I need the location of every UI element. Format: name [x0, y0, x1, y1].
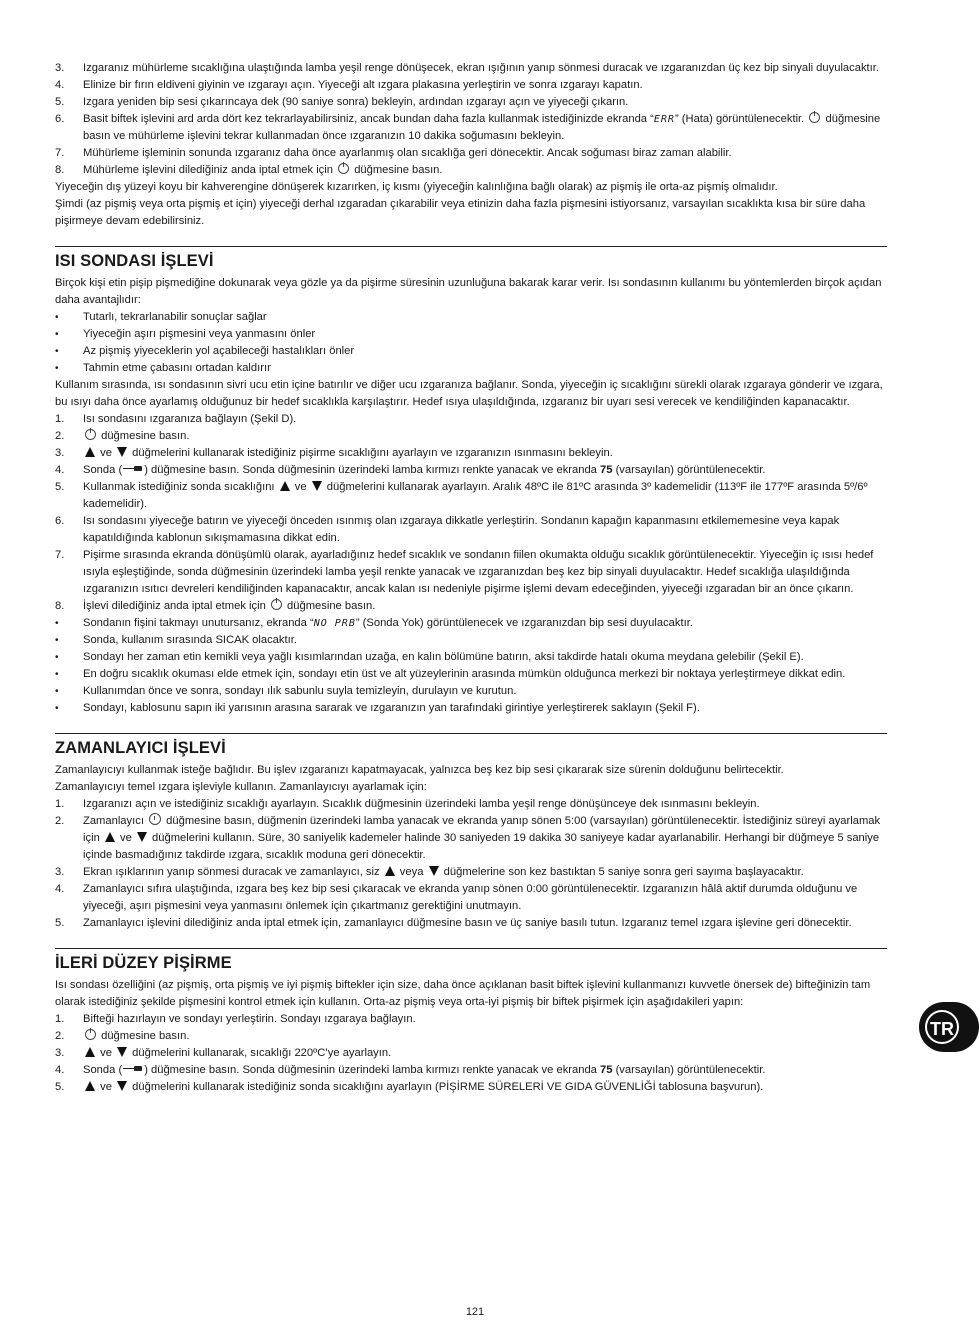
item-number: 5.	[55, 917, 65, 929]
text-run: Kullanmak istediğiniz sonda sıcaklığını	[83, 481, 278, 493]
text-run: (varsayılan) görüntülenecektir.	[612, 1064, 766, 1076]
up-arrow-icon	[85, 1047, 95, 1057]
item-text	[83, 1062, 887, 1079]
bullet-text: Yiyeceğin aşırı pişmesini veya yanmasını önler	[83, 328, 316, 340]
power-icon	[271, 599, 282, 610]
item-number: 6.	[55, 515, 65, 527]
text-run: düğmelerini kullanarak istediğiniz pişirme sıcaklığını ayarlayın ve ızgaranızın ısınmasını bekleyin.	[129, 447, 613, 459]
bullet-icon: •	[55, 669, 59, 680]
item-number: 1.	[55, 1013, 65, 1025]
bullet-item	[55, 700, 887, 717]
item-number: 3.	[55, 62, 65, 74]
bullet-item	[55, 683, 887, 700]
item-text	[83, 411, 887, 428]
text-run: düğmesine basın.	[283, 600, 376, 612]
list-item	[55, 881, 887, 915]
text-run: düğmelerini kullanarak istediğiniz sonda sıcaklığını ayarlayın (PİŞİRME SÜRELERİ VE GIDA GÜVENLİĞİ tablosuna başvurun).	[129, 1081, 764, 1093]
list-item	[55, 547, 887, 598]
bullet-item	[55, 360, 887, 377]
down-arrow-icon	[117, 447, 127, 457]
probe-intro-paragraph: Birçok kişi etin pişip pişmediğine dokunarak veya gözle ya da pişirme süresinin uzunluğuna bakarak karar verir. Isı sondasının kullanımı bu yöntemlerden birçok açıdan daha avantajlıdır:	[55, 277, 882, 306]
text-run: ve	[97, 1081, 116, 1093]
down-arrow-icon	[429, 866, 439, 876]
text-run: ) düğmesine basın. Sonda düğmesinin üzerindeki lamba kırmızı renkte yanacak ve ekranda	[144, 464, 601, 476]
timer-section	[55, 733, 887, 932]
text-run: Ekran ışıklarının yanıp sönmesi duracak ve zamanlayıcı, siz	[83, 866, 383, 878]
item-number: 3.	[55, 447, 65, 459]
item-text	[83, 60, 887, 77]
item-number: 2.	[55, 815, 65, 827]
down-arrow-icon	[117, 1081, 127, 1091]
advanced-section	[55, 948, 887, 1096]
text-run: En doğru sıcaklık okuması elde etmek için, sondayı etin üst ve alt yüzeylerinin arasında mümkün olduğunca merkezi bir noktaya yerleştirmeye dikkat edin.	[83, 668, 846, 680]
item-number: 1.	[55, 798, 65, 810]
text-run: Basit biftek işlevini ard arda dört kez tekrarlayabilirsiniz, ancak bundan daha fazla kullanmak istediğinizde ekranda “	[83, 113, 654, 125]
text-run: düğmesine basın, düğmenin üzerindeki lamba yanacak ve ekranda yanıp sönen 5:00 (varsayılan) görüntülenecektir. İstediğiniz süreyi ayarlamak için	[83, 815, 881, 844]
list-item	[55, 111, 887, 145]
item-text	[83, 915, 887, 932]
timer-steps-list	[55, 796, 887, 932]
intro-steps-list	[55, 60, 887, 179]
list-item	[55, 598, 887, 615]
text-run: Izgara yeniden bip sesi çıkarıncaya dek (90 saniye sonra) bekleyin, ardından ızgarayı açın ve yiyeceği çıkarın.	[83, 96, 629, 108]
text-run: ve	[291, 481, 310, 493]
item-number: 4.	[55, 883, 65, 895]
language-badge-label: TR	[925, 1010, 959, 1044]
bullet-icon: •	[55, 635, 59, 646]
item-text	[83, 145, 887, 162]
list-item	[55, 60, 887, 77]
bullet-text	[83, 683, 887, 700]
paragraph: Şimdi (az pişmiş veya orta pişmiş et için) yiyeceği derhal ızgaradan çıkarabilir veya etinizin daha fazla pişmesini istiyorsanız, varsayılan sıcaklıkta kısa bir süre daha pişirmeye devam edebilirsiniz.	[55, 198, 866, 227]
bullet-item	[55, 343, 887, 360]
bullet-text: Tahmin etme çabasını ortadan kaldırır	[83, 362, 271, 374]
item-number: 8.	[55, 164, 65, 176]
text-run: Zamanlayıcı	[83, 815, 148, 827]
up-arrow-icon	[385, 866, 395, 876]
up-arrow-icon	[85, 447, 95, 457]
list-item	[55, 94, 887, 111]
text-run: Izgaranızı açın ve istediğiniz sıcaklığı ayarlayın. Sıcaklık düğmesinin üzerindeki lamba yeşil renge dönüşünceye dek ısınmasını bekleyin.	[83, 798, 760, 810]
text-run: Mühürleme işlevini dilediğiniz anda iptal etmek için	[83, 164, 337, 176]
probe-usage-paragraph: Kullanım sırasında, ısı sondasının sivri ucu etin içine batırılır ve diğer ucu ızgaranıza bağlanır. Sonda, yiyeceğin iç sıcaklığını sürekli olarak ızgaraya gönderir ve ızgara, bu ısıyı daha önce ayarlamış olduğunuz bir hedef sıcaklıkla karşılaştırır. Hedef ısıya ulaşıldığında, ızgaranız bir uyarı sesi verecek ve kendiliğinden kapanacaktır.	[55, 379, 883, 408]
power-icon	[338, 163, 349, 174]
list-item	[55, 428, 887, 445]
list-item	[55, 864, 887, 881]
bullet-icon: •	[55, 312, 59, 323]
text-run: düğmesine basın.	[98, 430, 190, 442]
paragraph: Zamanlayıcıyı temel ızgara işleviyle kullanın. Zamanlayıcıyı ayarlamak için:	[55, 781, 427, 793]
display-readout: NO PRB	[313, 618, 356, 629]
text-run: Elinize bir fırın eldiveni giyinin ve ızgarayı açın. Yiyeceği alt ızgara plakasına yerleştirin ve sonra ızgarayı kapatın.	[83, 79, 643, 91]
text-run: İşlevi dilediğiniz anda iptal etmek için	[83, 600, 269, 612]
text-run: Isı sondasını yiyeceğe batırın ve yiyeceği önceden ısınmış olan ızgaraya dikkatle yerleştirin. Sondanın kapağın kapanmasını etkilememesine veya kapak kapatıldığında kablonun sıkışmamasına dikkat edin.	[83, 515, 840, 544]
text-run: Sonda, kullanım sırasında SICAK olacaktır.	[83, 634, 297, 646]
list-item	[55, 445, 887, 462]
timer-paragraphs	[55, 762, 887, 796]
bullet-text: Tutarlı, tekrarlanabilir sonuçlar sağlar	[83, 311, 267, 323]
item-text	[83, 111, 887, 145]
bullet-text: Az pişmiş yiyeceklerin yol açabileceği hastalıkları önler	[83, 345, 355, 357]
bullet-icon: •	[55, 652, 59, 663]
item-text	[83, 513, 887, 547]
item-number: 2.	[55, 430, 65, 442]
text-run: Pişirme sırasında ekranda dönüşümlü olarak, ayarladığınız hedef sıcaklık ve sondanın fiilen okumakta olduğu sıcaklık görüntülenecektir. Yiyeceğin iç ısısı hedef ısıyla eşleştiğinde, sonda düğmesinin üzerindeki lamba yeşil renkte yanacak ve ızgaranızdan beş kez bip sinyali duyulacaktır. Hedef sıcaklığa ulaşıldığında ızgaranızın ısıtıcı devreleri kendiliğinden kapanacaktır, ancak kalan ısı nedeniyle pişirme işlemi devam edeceğinden, yiyeceği ızgaradan bir an önce çıkarın.	[83, 549, 874, 595]
bullet-icon: •	[55, 686, 59, 697]
down-arrow-icon	[137, 832, 147, 842]
bullet-icon: •	[55, 618, 59, 629]
paragraph: Zamanlayıcıyı kullanmak isteğe bağlıdır. Bu işlev ızgaranızı kapatmayacak, yalnızca beş kez bip sesi çıkararak size sürenin dolduğunu belirtecektir.	[55, 764, 784, 776]
list-item	[55, 145, 887, 162]
text-run: düğmelerini kullanarak ayarlayın. Aralık 48ºC ile 81ºC arasında 3º kademelidir (113ºF ile 177ºF arasında 5º/6º kademelidir).	[83, 481, 868, 510]
down-arrow-icon	[312, 481, 322, 491]
text-run: (varsayılan) görüntülenecektir.	[612, 464, 766, 476]
item-number: 3.	[55, 1047, 65, 1059]
item-text	[83, 881, 887, 915]
item-text	[83, 813, 887, 864]
bullet-item	[55, 649, 887, 666]
list-item	[55, 813, 887, 864]
item-number: 4.	[55, 79, 65, 91]
text-run: Sondayı, kablosunu sapın iki yarısının arasına sararak ve ızgaranızın yan tarafındaki girintiye yerleştirerek saklayın (Şekil F).	[83, 702, 700, 714]
text-run: düğmelerini kullanarak, sıcaklığı 220ºC’ye ayarlayın.	[129, 1047, 392, 1059]
text-run: düğmelerine son kez bastıktan 5 saniye sonra geri sayıma başlayacaktır.	[440, 866, 804, 878]
item-number: 2.	[55, 1030, 65, 1042]
item-text	[83, 77, 887, 94]
list-item	[55, 796, 887, 813]
text-run: Zamanlayıcı işlevini dilediğiniz anda iptal etmek için, zamanlayıcı düğmesine basın ve üç saniye basılı tutun. Izgaranız temel ızgara işlevine geri dönecektir.	[83, 917, 852, 929]
timer-section-title: ZAMANLAYICI İŞLEVİ	[55, 739, 226, 757]
bullet-item	[55, 326, 887, 343]
bullet-icon: •	[55, 363, 59, 374]
probe-icon	[123, 1067, 143, 1071]
item-text	[83, 547, 887, 598]
text-run: Sonda (	[83, 1064, 123, 1076]
probe-benefits-list	[55, 309, 887, 377]
text-run: Bifteği hazırlayın ve sondayı yerleştirin. Sondayı ızgaraya bağlayın.	[83, 1013, 416, 1025]
item-text	[83, 462, 887, 479]
probe-notes-list	[55, 615, 887, 717]
list-item	[55, 1045, 887, 1062]
text-run: Isı sondasını ızgaranıza bağlayın (Şekil D).	[83, 413, 297, 425]
item-text	[83, 1011, 887, 1028]
text-run: düğmelerini kullanın. Süre, 30 saniyelik kademeler halinde 30 saniyeden 19 dakika 30 saniyeye kadar ayarlanabilir. Herhangi bir düğmeye 5 saniye içinde basmadığınız takdirde ızgara, sıcaklık moduna geri dönecektir.	[83, 832, 880, 861]
up-arrow-icon	[280, 481, 290, 491]
down-arrow-icon	[117, 1047, 127, 1057]
bold-value: 75	[600, 1064, 613, 1076]
bullet-icon: •	[55, 703, 59, 714]
probe-icon	[123, 467, 143, 471]
up-arrow-icon	[85, 1081, 95, 1091]
bold-value: 75	[600, 464, 613, 476]
text-run: ve	[97, 1047, 116, 1059]
item-number: 5.	[55, 1081, 65, 1093]
intro-paragraphs	[55, 179, 887, 230]
text-run: Izgaranız mühürleme sıcaklığına ulaştığında lamba yeşil renge dönüşecek, ekran ışığının yanıp sönmesi duracak ve ızgaranızdan üç kez bip sinyali duyulacaktır.	[83, 62, 879, 74]
item-text	[83, 598, 887, 615]
list-item	[55, 411, 887, 428]
item-text	[83, 864, 887, 881]
bullet-text	[83, 700, 887, 717]
bullet-item	[55, 666, 887, 683]
power-icon	[85, 429, 96, 440]
text-run: veya	[396, 866, 427, 878]
bullet-item	[55, 632, 887, 649]
paragraph: Yiyeceğin dış yüzeyi koyu bir kahverengine dönüşerek kızarırken, iç kısmı (yiyeceğin kalınlığına bağlı olarak) az pişmiş ile orta-az pişmiş olmalıdır.	[55, 181, 778, 193]
list-item	[55, 1079, 887, 1096]
timer-icon	[149, 813, 161, 825]
item-text	[83, 796, 887, 813]
text-run: ” (Hata) görüntülenecektir.	[674, 113, 808, 125]
bullet-item	[55, 615, 887, 632]
text-run: Kullanımdan önce ve sonra, sondayı ılık sabunlu suyla temizleyin, durulayın ve kurutun.	[83, 685, 517, 697]
up-arrow-icon	[105, 832, 115, 842]
text-run: ) düğmesine basın. Sonda düğmesinin üzerindeki lamba kırmızı renkte yanacak ve ekranda	[144, 1064, 601, 1076]
item-number: 5.	[55, 96, 65, 108]
advanced-section-title: İLERİ DÜZEY PİŞİRME	[55, 954, 232, 972]
item-number: 5.	[55, 481, 65, 493]
bullet-icon: •	[55, 346, 59, 357]
text-run: Sonda (	[83, 464, 123, 476]
bullet-item	[55, 309, 887, 326]
text-run: düğmesine basın.	[351, 164, 443, 176]
item-text	[83, 479, 887, 513]
item-text	[83, 445, 887, 462]
display-readout: ERR	[653, 114, 675, 125]
item-number: 8.	[55, 600, 65, 612]
item-number: 3.	[55, 866, 65, 878]
item-text	[83, 428, 887, 445]
text-run: düğmesine basın.	[98, 1030, 190, 1042]
text-run: ve	[97, 447, 116, 459]
item-number: 1.	[55, 413, 65, 425]
item-text	[83, 94, 887, 111]
bullet-text	[83, 649, 887, 666]
bullet-text	[83, 632, 887, 649]
list-item	[55, 513, 887, 547]
text-run: düğmesine basın ve mühürleme işlevini tekrar kullanmadan önce ızgaranızın 10 dakika soğumasını bekleyin.	[83, 113, 881, 142]
item-number: 7.	[55, 549, 65, 561]
bullet-text	[83, 666, 887, 683]
list-item	[55, 1062, 887, 1079]
item-text	[83, 1045, 887, 1062]
list-item	[55, 479, 887, 513]
text-run: Mühürleme işleminin sonunda ızgaranız daha önce ayarlanmış olan sıcaklığa geri dönecektir. Ancak soğuması biraz zaman alabilir.	[83, 147, 732, 159]
item-number: 6.	[55, 113, 65, 125]
list-item	[55, 462, 887, 479]
probe-steps-list	[55, 411, 887, 615]
item-number: 4.	[55, 1064, 65, 1076]
text-run: ” (Sonda Yok) görüntülenecek ve ızgaranızdan bip sesi duyulacaktır.	[355, 617, 693, 629]
list-item	[55, 77, 887, 94]
list-item	[55, 1011, 887, 1028]
item-text	[83, 1079, 887, 1096]
text-run: ve	[116, 832, 135, 844]
text-run: Sondayı her zaman etin kemikli veya yağlı kısımlarından uzağa, en kalın bölümüne batırın, aksi takdirde hatalı okuma meydana gelebilir (Şekil E).	[83, 651, 804, 663]
advanced-steps-list	[55, 1011, 887, 1096]
document-page	[55, 60, 887, 1096]
text-run: Zamanlayıcı sıfıra ulaştığında, ızgara beş kez bip sesi çıkaracak ve ekranda yanıp sönen 0:00 görüntülenecektir. Izgaranızın hâlâ aktif durumda olduğunu ve yiyeceği, aşırı pişmesini veya yanmasını önlemek için çıkartmanız gerektiğini unutmayın.	[83, 883, 858, 912]
list-item	[55, 162, 887, 179]
advanced-intro-paragraph: Isı sondası özelliğini (az pişmiş, orta pişmiş ve iyi pişmiş biftekler için size, daha önce açıklanan basit biftek işlevini kullanmanızı kuvvetle önersek de) bifteğinizin tam olarak istediğiniz şekilde pişmesini kontrol etmek için kullanın. Orta-az pişmiş veya orta-iyi pişmiş bir biftek pişirmek için aşağıdakileri yapın:	[55, 979, 871, 1008]
list-item	[55, 1028, 887, 1045]
item-text	[83, 162, 887, 179]
item-number: 7.	[55, 147, 65, 159]
item-number: 4.	[55, 464, 65, 476]
text-run: Sondanın fişini takmayı unutursanız, ekranda “	[83, 617, 314, 629]
language-badge	[919, 1002, 954, 1052]
bullet-text	[83, 615, 887, 632]
power-icon	[85, 1029, 96, 1040]
item-text	[83, 1028, 887, 1045]
probe-section	[55, 246, 887, 717]
probe-section-title: ISI SONDASI İŞLEVİ	[55, 252, 214, 270]
page-number: 121	[465, 1306, 485, 1318]
power-icon	[809, 112, 820, 123]
bullet-icon: •	[55, 329, 59, 340]
list-item	[55, 915, 887, 932]
